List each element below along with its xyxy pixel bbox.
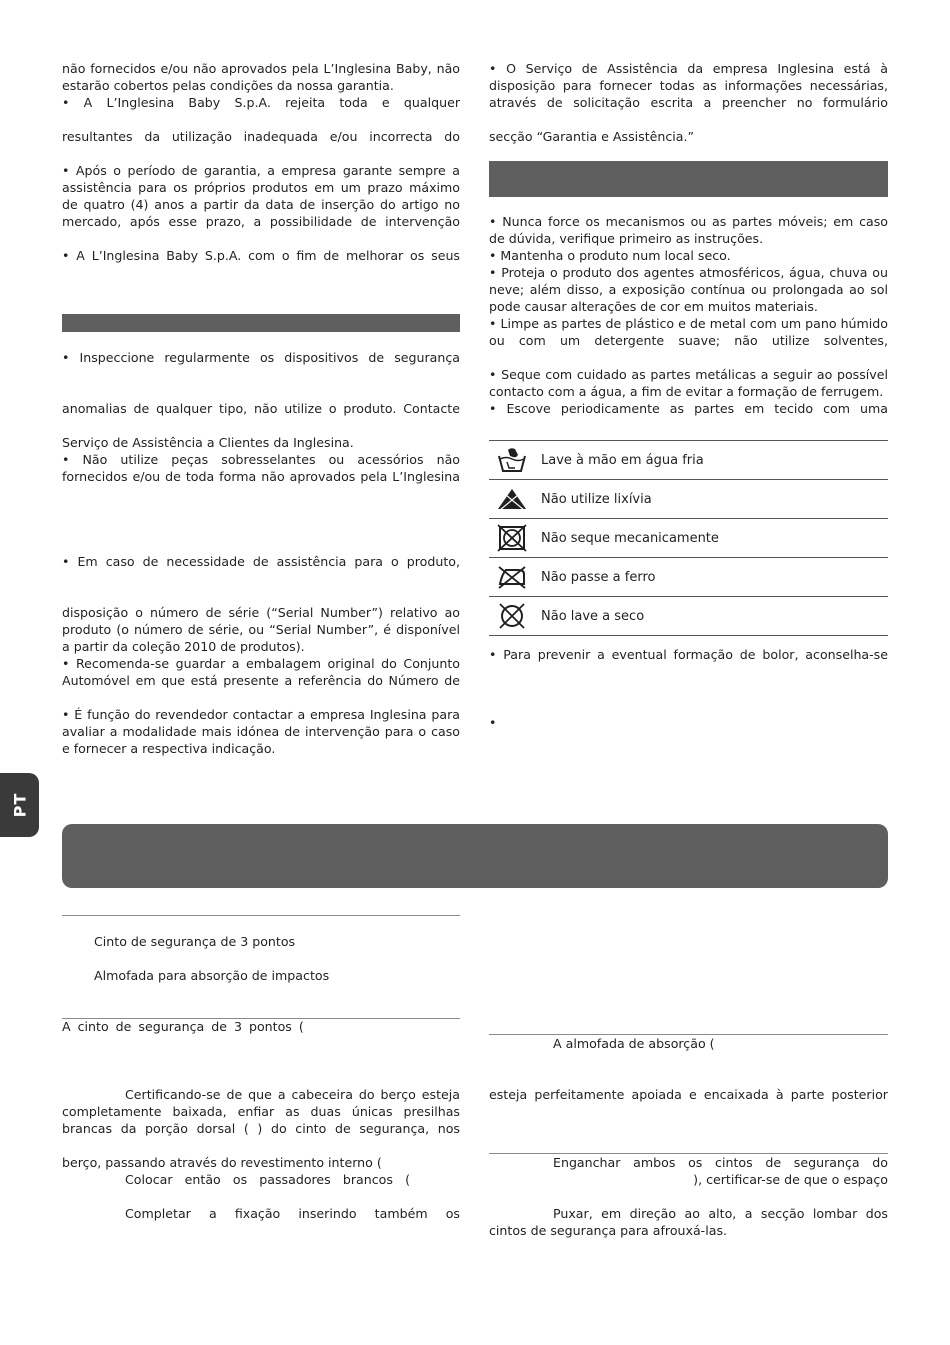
care-row: [489, 518, 888, 557]
paragraph: Enganchar ambos os cintos de segurança do: [553, 1155, 888, 1170]
care-row: [489, 479, 888, 518]
left-column-block-4: [62, 247, 460, 264]
care-row: [489, 557, 888, 596]
section-title-band: [62, 824, 888, 888]
step-text: berço, passando através do revestimento interno (: [62, 1155, 382, 1170]
care-label: Não passe a ferro: [541, 569, 656, 585]
left-column-block-2: [62, 128, 460, 145]
paragraph: • Para prevenir a eventual formação de bolor, aconselha-se: [489, 647, 888, 662]
paragraph: não fornecidos e/ou não aprovados pela L’Inglesina Baby, não estarão cobertos pelas condições da nossa garantia.: [62, 61, 460, 93]
no-iron-icon: [490, 558, 534, 596]
left-column-block-1: [62, 60, 460, 111]
step-text-block: [553, 1154, 888, 1171]
step-text-block: [125, 1171, 410, 1188]
paragraph: secção “Garantia e Assistência.”: [489, 129, 695, 144]
component-item: Almofada para absorção de impactos: [94, 968, 330, 983]
step-text: A almofada de absorção (: [553, 1036, 715, 1051]
section-header-bar: [62, 314, 460, 332]
no-bleach-icon: [490, 480, 534, 518]
step-text-block: [125, 1205, 460, 1222]
care-symbols-table: [489, 440, 888, 636]
paragraph: Puxar, em direção ao alto, a secção lombar dos cintos de segurança para afrouxá-las.: [489, 1206, 888, 1238]
care-label: Não lave a seco: [541, 608, 645, 624]
paragraph: Colocar então os passadores brancos (: [125, 1172, 410, 1187]
paragraph: anomalias de qualquer tipo, não utilize o produto. Contacte: [62, 401, 460, 416]
paragraph: • O Serviço de Assistência da empresa Inglesina está à disposição para fornecer todas as informações necessárias, através de solicitação escrita a preencher no formulário: [489, 61, 888, 110]
paragraph: • Em caso de necessidade de assistência para o produto,: [62, 554, 460, 569]
care-row: [489, 596, 888, 636]
paragraph: Serviço de Assistência a Clientes da Inglesina.: [62, 435, 354, 450]
paragraph: esteja perfeitamente apoiada e encaixada à parte posterior: [489, 1087, 888, 1102]
component-item: Cinto de segurança de 3 pontos: [94, 934, 296, 949]
right-column-block-2: [489, 128, 888, 145]
left-column-block-9: [62, 604, 460, 689]
language-tab-label: PT: [10, 792, 29, 818]
paragraph: • Após o período de garantia, a empresa garante sempre a assistência para os próprios produtos em um prazo máximo de quatro (4) anos a partir da data de inserção do artigo no mercado, após esse prazo, a possibilidade de intervenção: [62, 163, 460, 229]
right-column-block-1: [489, 60, 888, 111]
paragraph: resultantes da utilização inadequada e/ou incorrecta do: [62, 129, 460, 144]
paragraph: • Limpe as partes de plástico e de metal com um pano húmido ou com um detergente suave; não utilize solventes,: [489, 316, 888, 348]
right-column-block-3: [489, 213, 888, 349]
paragraph: • Mantenha o produto num local seco.: [489, 248, 731, 263]
paragraph: • Inspeccione regularmente os dispositivos de segurança: [62, 350, 460, 365]
section-header-bar: [489, 161, 888, 197]
step-text: ), certificar-se de que o espaço: [693, 1172, 888, 1187]
paragraph: Certificando-se de que a cabeceira do berço esteja completamente baixada, enfiar as duas únicas presilhas brancas da porção dorsal ( ) do cinto de segurança, nos: [62, 1087, 460, 1136]
left-column-block-3: [62, 162, 460, 230]
care-label: Não seque mecanicamente: [541, 530, 719, 546]
paragraph: Completar a fixação inserindo também os: [125, 1206, 460, 1221]
care-row: [489, 440, 888, 479]
left-column-block-5: [62, 349, 460, 366]
paragraph: • Recomenda-se guardar a embalagem original do Conjunto Automóvel em que está presente a referência do Número de: [62, 656, 460, 688]
step-text-block: [489, 1086, 888, 1103]
paragraph: • Seque com cuidado as partes metálicas a seguir ao possível contacto com a água, a fim de evitar a formação de ferrugem.: [489, 367, 888, 399]
right-column-block-4: [489, 366, 888, 417]
right-column-block-5: [489, 646, 888, 663]
left-column-block-7: [62, 434, 460, 485]
paragraph: • A L’Inglesina Baby S.p.A. com o fim de melhorar os seus: [62, 248, 460, 263]
step-text-block: [62, 1086, 460, 1137]
no-tumble-dry-icon: [490, 519, 534, 557]
no-dry-clean-icon: [490, 597, 534, 635]
paragraph: • É função do revendedor contactar a empresa Inglesina para avaliar a modalidade mais idónea de intervenção para o caso e fornecer a respectiva indicação.: [62, 707, 460, 756]
paragraph: • Nunca force os mecanismos ou as partes móveis; em caso de dúvida, verifique primeiro as instruções.: [489, 214, 888, 246]
language-tab: [0, 773, 39, 837]
paragraph: •: [489, 715, 497, 730]
right-column-block-6: [489, 714, 888, 731]
divider: [62, 915, 460, 916]
left-column-block-8: [62, 553, 460, 570]
paragraph: • A L’Inglesina Baby S.p.A. rejeita toda e qualquer: [62, 95, 460, 110]
step-text: A cinto de segurança de 3 pontos (: [62, 1019, 304, 1034]
paragraph: disposição o número de série (“Serial Number”) relativo ao produto (o número de série, ou “Serial Number”, é disponível a partir da coleção 2010 de produtos).: [62, 605, 460, 654]
paragraph: • Escove periodicamente as partes em tecido com uma: [489, 401, 888, 416]
step-text-block: [489, 1205, 888, 1239]
left-column-block-10: [62, 706, 460, 757]
care-label: Lave à mão em água fria: [541, 452, 704, 468]
paragraph: • Proteja o produto dos agentes atmosféricos, água, chuva ou neve; além disso, a exposição contínua ou prolongada ao sol pode causar alterações de cor em muitos materiais.: [489, 265, 888, 314]
left-column-block-6: [62, 400, 460, 417]
paragraph: • Não utilize peças sobresselantes ou acessórios não fornecidos e/ou de toda forma não aprovados pela L’Inglesina: [62, 452, 460, 484]
hand-wash-icon: [490, 441, 534, 479]
care-label: Não utilize lixívia: [541, 491, 652, 507]
